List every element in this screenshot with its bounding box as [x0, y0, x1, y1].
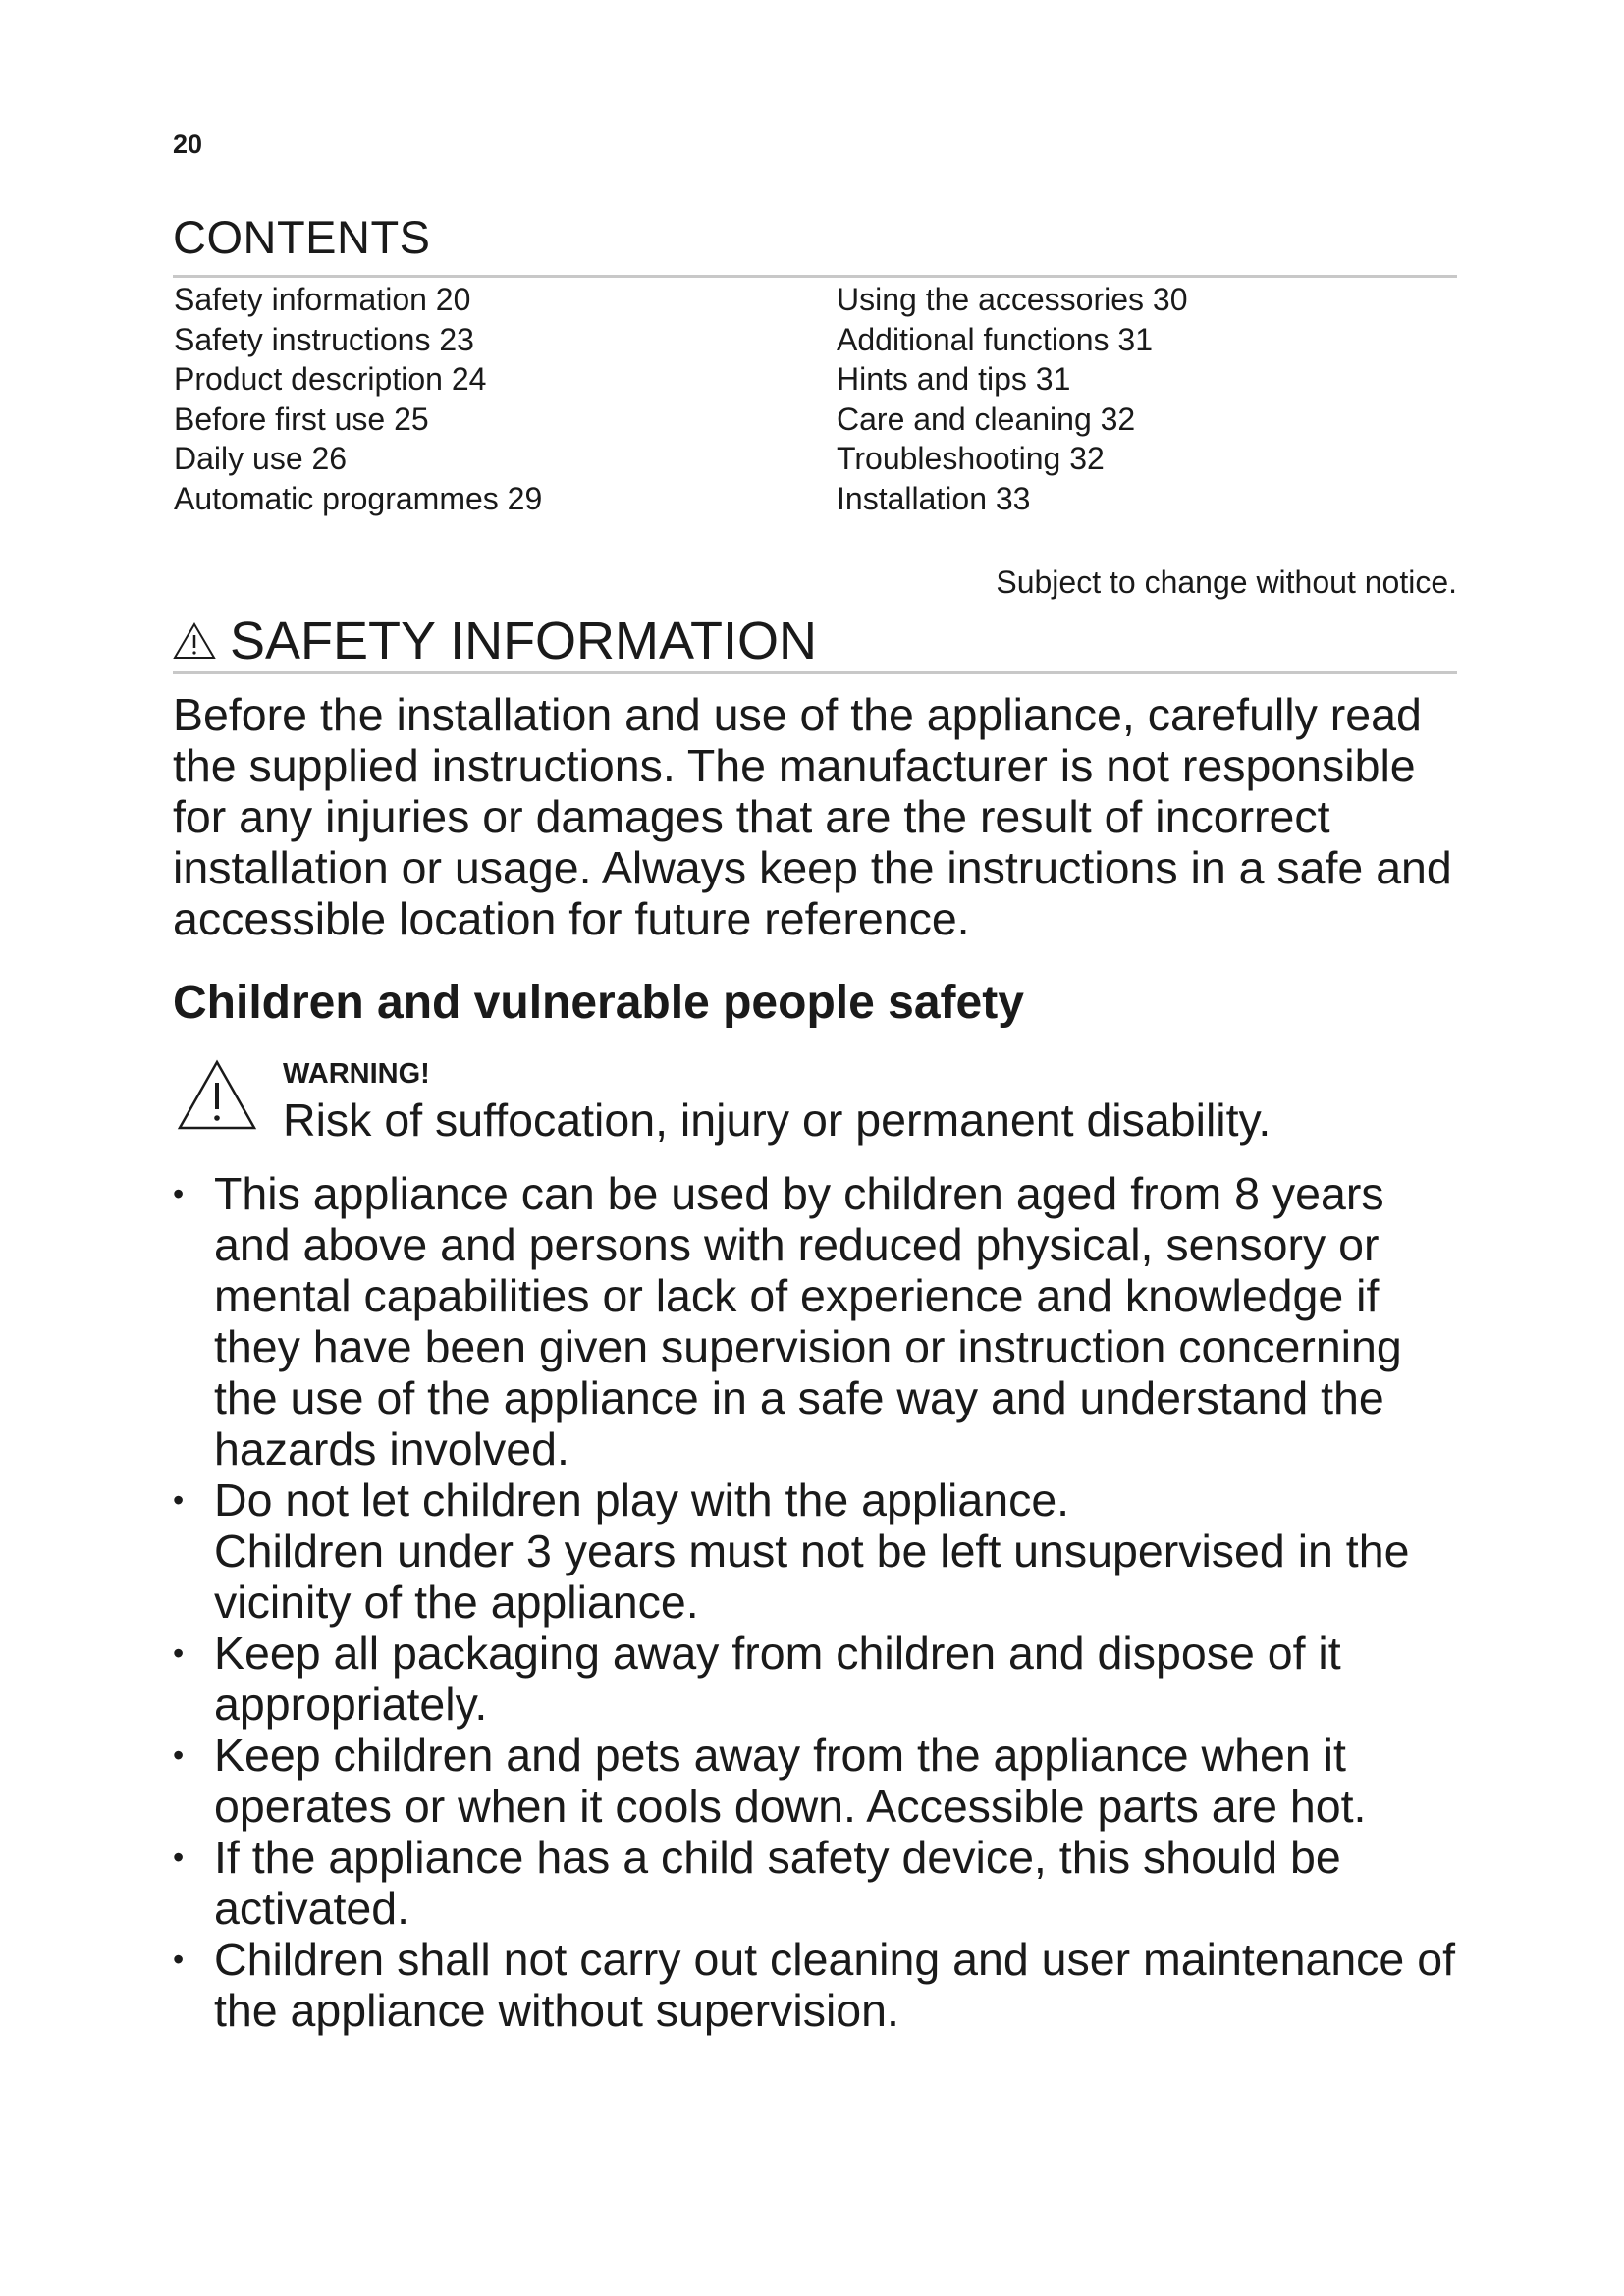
bullet-icon: • [173, 1737, 185, 1773]
list-item-text: Children shall not carry out cleaning and user maintenance of the appliance without supervision. [214, 1934, 1455, 2036]
toc-item[interactable]: Installation 33 [837, 480, 1031, 516]
list-item-text: Keep children and pets away from the appliance when it operates or when it cools down. Accessible parts are hot. [214, 1730, 1367, 1832]
list-item [173, 1474, 1469, 1628]
toc-item[interactable]: Product description 24 [174, 361, 487, 397]
contents-divider [173, 275, 1457, 278]
list-item-text: If the appliance has a child safety device, this should be activated. [214, 1832, 1341, 1934]
toc-item[interactable]: Automatic programmes 29 [174, 480, 543, 516]
list-item-text: Keep all packaging away from children and dispose of it appropriately. [214, 1628, 1341, 1730]
bullet-icon: • [173, 1942, 185, 1977]
list-item-text: Children under 3 years must not be left unsupervised in the vicinity of the appliance. [214, 1525, 1410, 1628]
warning-triangle-icon [173, 621, 216, 661]
toc-item[interactable]: Before first use 25 [174, 400, 429, 437]
list-item [173, 1934, 1469, 2036]
toc-item[interactable]: Safety information 20 [174, 282, 471, 317]
toc-item[interactable]: Daily use 26 [174, 441, 348, 476]
safety-heading-text: SAFETY INFORMATION [230, 612, 818, 670]
bullet-icon: • [173, 1176, 185, 1211]
safety-divider [173, 671, 1457, 674]
toc-right-column [837, 280, 1188, 518]
list-item-text: Do not let children play with the appliance. [214, 1474, 1070, 1525]
list-item [173, 1832, 1469, 1934]
toc-item[interactable]: Safety instructions 23 [174, 321, 474, 357]
children-safety-list [173, 1168, 1469, 2036]
bullet-icon: • [173, 1635, 185, 1671]
warning-icon [177, 1059, 257, 1132]
toc-item[interactable]: Additional functions 31 [837, 321, 1153, 357]
contents-title: CONTENTS [173, 211, 431, 263]
bullet-icon: • [173, 1482, 185, 1518]
safety-information-heading [173, 611, 817, 671]
list-item [173, 1730, 1469, 1832]
list-item [173, 1628, 1469, 1730]
children-safety-heading: Children and vulnerable people safety [173, 977, 1024, 1029]
toc-item[interactable]: Care and cleaning 32 [837, 400, 1136, 437]
safety-intro: Before the installation and use of the appliance, carefully read the supplied instructions. The manufacturer is not responsible for any injuries or damages that are the result of incorrect installation or usage. Always keep the instructions in a safe and accessible location for future reference. [173, 689, 1452, 944]
toc-item[interactable]: Troubleshooting 32 [837, 441, 1105, 476]
bullet-icon: • [173, 1840, 185, 1875]
warning-text: Risk of suffocation, injury or permanent disability. [283, 1095, 1272, 1146]
toc-item[interactable]: Using the accessories 30 [837, 282, 1188, 317]
list-item-text: This appliance can be used by children aged from 8 years and above and persons with reduced physical, sensory or mental capabilities or lack of experience and knowledge if they have been given supervision or instruction concerning the use of the appliance in a safe way and understand the hazards involved. [214, 1168, 1402, 1474]
change-notice: Subject to change without notice. [996, 564, 1457, 600]
warning-label: WARNING! [283, 1058, 430, 1090]
list-item [173, 1168, 1469, 1474]
toc-item[interactable]: Hints and tips 31 [837, 361, 1071, 397]
toc-left-column [174, 280, 542, 518]
page-number: 20 [173, 130, 203, 159]
